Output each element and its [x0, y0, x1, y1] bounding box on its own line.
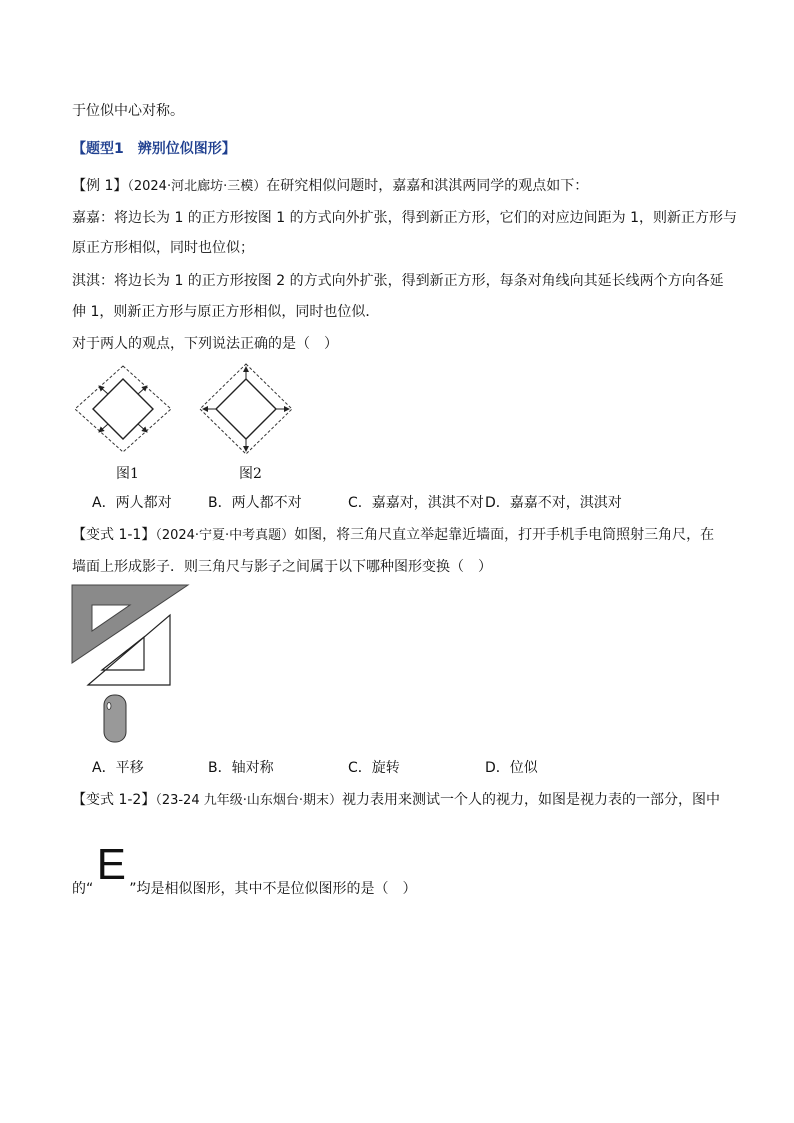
example1-question: 对于两人的观点，下列说法正确的是（ ）: [72, 336, 338, 352]
ruler-shadow: [72, 585, 188, 663]
phone-flashlight: [107, 703, 111, 710]
phone: [104, 695, 126, 742]
figure-2-caption: 图2: [239, 466, 262, 482]
variant11-line-1: [72, 525, 714, 546]
example1-option-d: D．嘉嘉不对，淇淇对: [485, 495, 622, 511]
example1-stem: 在研究相似问题时，嘉嘉和淇淇两同学的观点如下：: [266, 178, 589, 194]
variant11-source: （2024·宁夏·中考真题）: [155, 528, 295, 543]
ruler-shadow-figure: [72, 585, 192, 745]
variant11-tag: 【变式 1-1】: [72, 527, 156, 543]
section-heading: 【题型1 辨别位似图形】: [72, 141, 236, 157]
jiajia-line-1: 嘉嘉：将边长为 1 的正方形按图 1 的方式向外扩张，得到新正方形，它们的对应边间距为 1，则新正方形与: [72, 210, 737, 226]
variant12-text-post: ”均是相似图形，其中不是位似图形的是（ ）: [129, 881, 417, 897]
figure-2-inner-square: [216, 379, 276, 439]
variant11-option-c: C．旋转: [348, 760, 400, 776]
variant11-option-a: A．平移: [92, 760, 144, 776]
variant11-option-d: D．位似: [485, 760, 538, 776]
qiqi-line-2: 伸 1，则新正方形与原正方形相似，同时也位似．: [72, 304, 380, 320]
example1-source: （2024·河北廊坊·三模）: [127, 179, 267, 194]
variant12-line-1: [72, 790, 720, 811]
variant12-tag: 【变式 1-2】: [72, 792, 156, 808]
variant12-text-pre: 的“: [72, 881, 94, 897]
intro-tail: 于位似中心对称。: [72, 103, 184, 119]
qiqi-line-1: 淇淇：将边长为 1 的正方形按图 2 的方式向外扩张，得到新正方形，每条对角线向其延长线两个方向各延: [72, 273, 724, 289]
example1-option-c: C．嘉嘉对，淇淇不对: [348, 495, 484, 511]
figure-2: [196, 362, 296, 452]
figure-1: [68, 362, 178, 452]
variant12-text-1: 视力表用来测试一个人的视力，如图是视力表的一部分，图中: [342, 792, 721, 808]
example1-header: [72, 176, 588, 197]
example1-tag: 【例 1】: [72, 178, 128, 194]
variant12-source: （23-24 九年级·山东烟台·期末）: [155, 793, 343, 808]
example1-option-b: B．两人都不对: [208, 495, 302, 511]
variant11-option-b: B．轴对称: [208, 760, 274, 776]
variant12-line-2: [72, 840, 417, 899]
variant11-line-2: 墙面上形成影子．则三角尺与影子之间属于以下哪种图形变换（ ）: [72, 559, 492, 575]
figure-1-caption: 图1: [116, 466, 139, 482]
example1-option-a: A．两人都对: [92, 495, 172, 511]
variant11-text-1: 如图，将三角尺直立举起靠近墙面，打开手机手电筒照射三角尺，在: [294, 527, 715, 543]
e-letter: E: [96, 840, 126, 889]
jiajia-line-2: 原正方形相似，同时也位似；: [72, 240, 254, 256]
